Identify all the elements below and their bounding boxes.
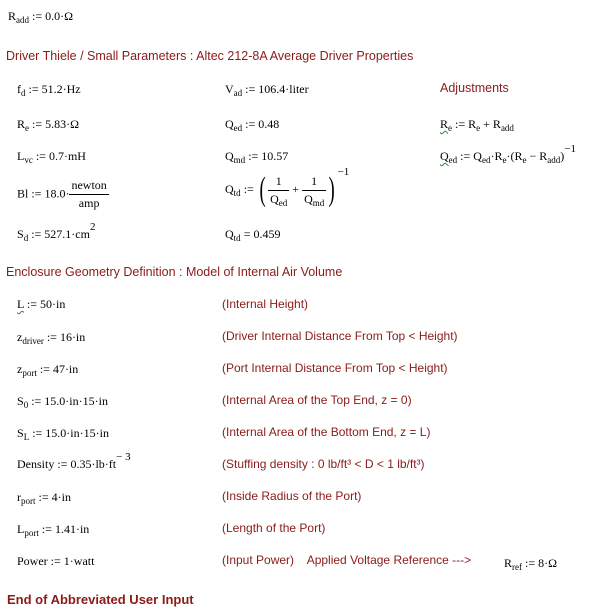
bl-unit-fraction: $\frac{\text{newton}}{\text{amp}}$ [71,178,107,210]
z-port-note: (Port Internal Distance From Top < Height) [222,361,448,375]
qtd-fraction-1: $\frac{1}{Q_{ed}}$ [270,173,288,208]
r-port-note: (Inside Radius of the Port) [222,489,362,503]
l-port-note: (Length of the Port) [222,521,326,535]
left-paren: ( [259,171,266,209]
power-definition[interactable]: Power := 1·watt [17,554,95,568]
lvc-definition[interactable]: $L_{vc}$ := 0.7·mH [17,149,86,165]
re-definition[interactable]: $R_e$ := 5.83·Ω [17,117,80,133]
r-port-definition[interactable]: $r_{port}$ := 4·in [17,490,71,506]
power-note: (Input Power) Applied Voltage Reference ---> [222,553,472,567]
qed-adjustment[interactable]: $Q_{ed}$ := $Q_{ed}\cdot R_e\cdot(R_e - R_{add})^{-1}$ [440,143,576,165]
density-definition[interactable]: Density := $0.35\cdot lb\cdot ft^{- 3}$ [17,451,131,471]
sd-definition[interactable]: $S_d$ := $527.1\cdot cm^2$ [17,221,96,243]
end-of-input-footer: End of Abbreviated User Input [7,592,194,607]
driver-section-heading: Driver Thiele / Small Parameters : Altec 212-8A Average Driver Properties [6,49,414,63]
z-driver-note: (Driver Internal Distance From Top < Height) [222,329,458,343]
adjustments-heading: Adjustments [440,81,509,95]
qtd-result[interactable]: $Q_{td} = 0.459$ [225,227,281,243]
geometry-height-definition[interactable]: L := 50·in [17,297,66,311]
r-add-definition[interactable]: $R_{add}$ := 0.0·Ω [8,9,74,25]
qtd-fraction-2: $\frac{1}{Q_{md}}$ [304,173,325,208]
bl-definition[interactable]: Bl := 18.0· $\frac{\text{newton}}{\text{amp}}$ [17,178,107,210]
z-driver-definition[interactable]: $z_{driver}$ := 16·in [17,330,86,346]
qed-definition[interactable]: $Q_{ed}$ := 0.48 [225,117,280,133]
l-port-definition[interactable]: $L_{port}$ := 1.41·in [17,522,90,538]
density-note: (Stuffing density : 0 lb/ft³ < D < 1 lb/ft³) [222,457,425,471]
qmd-definition[interactable]: $Q_{md}$ := 10.57 [225,149,289,165]
vad-definition[interactable]: $V_{ad}$ := 106.4·liter [225,82,309,98]
z-port-definition[interactable]: $z_{port}$ := 47·in [17,362,79,378]
s0-note: (Internal Area of the Top End, z = 0) [222,393,412,407]
qtd-formula[interactable]: $Q_{td}$ := ( $\frac{1}{Q_{ed}}$ + $\frac{1}{Q_{md}}$ ) $^{-1}$ [225,166,350,209]
rref-definition[interactable]: $R_{ref}$ := 8·Ω [504,556,558,572]
enclosure-section-heading: Enclosure Geometry Definition : Model of Internal Air Volume [6,265,343,279]
re-adjustment[interactable]: $R_e$ := $R_e + R_{add}$ [440,117,514,133]
geometry-height-note: (Internal Height) [222,297,309,311]
s0-definition[interactable]: $S_0$ := 15.0·in·15·in [17,394,108,410]
right-paren: ) [328,171,336,209]
sl-note: (Internal Area of the Bottom End, z = L) [222,425,431,439]
fd-definition[interactable]: $f_d$ := 51.2·Hz [17,82,81,98]
sl-definition[interactable]: $S_L$ := 15.0·in·15·in [17,426,109,442]
